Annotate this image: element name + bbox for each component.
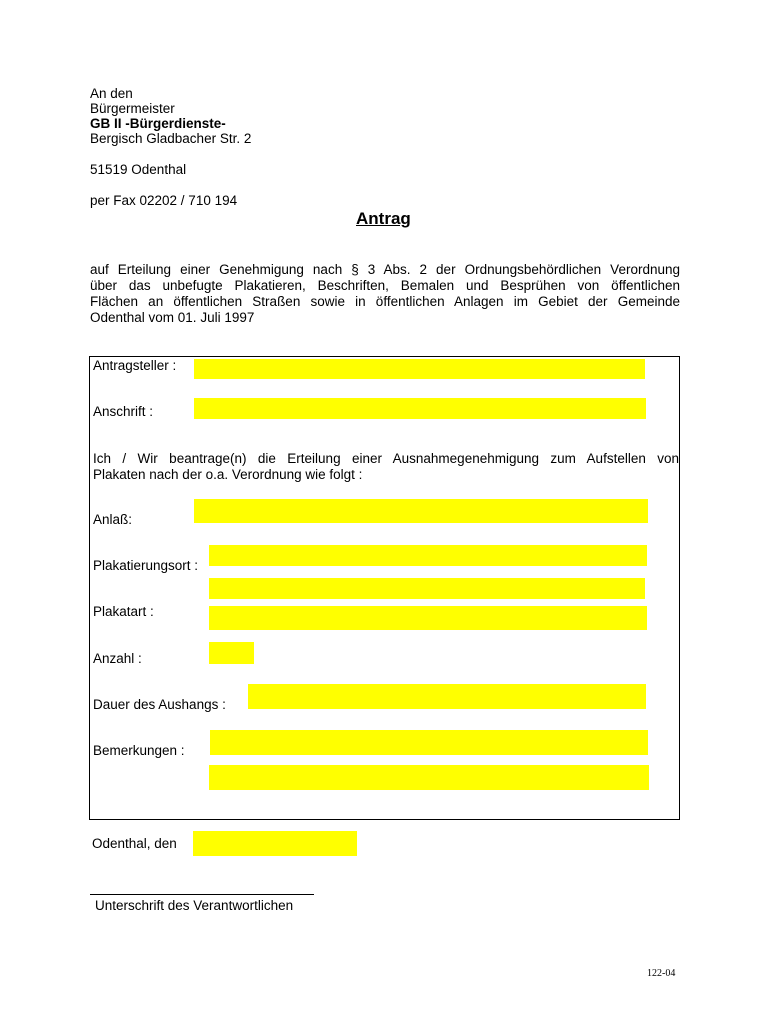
document-title: Antrag (356, 209, 411, 228)
intro-line-3: Flächen an öffentlichen Straßen sowie in öffentlichen Anlagen im Gebiet der Gemeinde (90, 294, 680, 309)
dauer-label: Dauer des Aushangs : (93, 697, 226, 712)
intro-line-1: auf Erteilung einer Genehmigung nach § 3 Abs. 2 der Ordnungsbehördlichen Verordnung (90, 262, 680, 277)
plakatart-label: Plakatart : (93, 604, 154, 619)
anschrift-label: Anschrift : (93, 404, 154, 419)
address-department: GB II -Bürgerdienste- (90, 116, 226, 131)
address-street: Bergisch Gladbacher Str. 2 (90, 131, 252, 146)
intro-line-2: über das unbefugte Plakatieren, Beschriften, Bemalen und Besprühen von öffentlichen (90, 278, 680, 293)
signature-label: Unterschrift des Verantwortlichen (95, 898, 294, 913)
address-line-2: Bürgermeister (90, 101, 175, 116)
anschrift-field[interactable] (194, 398, 646, 419)
place-date-label: Odenthal, den (92, 836, 177, 851)
bemerkungen-field-1[interactable] (210, 730, 648, 755)
signature-line (90, 894, 314, 895)
fax-number: per Fax 02202 / 710 194 (90, 193, 238, 208)
plakatart-field[interactable] (209, 606, 647, 630)
form-code: 122-04 (647, 968, 676, 979)
plakatierungsort-label: Plakatierungsort : (93, 558, 199, 573)
dauer-field[interactable] (248, 684, 646, 709)
antragsteller-field[interactable] (194, 359, 645, 379)
anlass-field[interactable] (194, 499, 648, 523)
bemerkungen-label: Bemerkungen : (93, 743, 185, 758)
anzahl-field[interactable] (209, 642, 254, 664)
date-field[interactable] (193, 831, 357, 856)
plakatierungsort-field-1[interactable] (209, 545, 647, 566)
bemerkungen-field-2[interactable] (209, 765, 649, 790)
intro-line-4: Odenthal vom 01. Juli 1997 (90, 310, 255, 325)
antragsteller-label: Antragsteller : (93, 358, 177, 373)
statement-line-2: Plakaten nach der o.a. Verordnung wie folgt : (93, 467, 363, 482)
anlass-label: Anlaß: (93, 512, 133, 527)
statement-line-1: Ich / Wir beantrage(n) die Erteilung einer Ausnahmegenehmigung zum Aufstellen von (93, 451, 679, 466)
anzahl-label: Anzahl : (93, 651, 142, 666)
address-line-1: An den (90, 86, 133, 101)
address-city: 51519 Odenthal (90, 162, 187, 177)
plakatierungsort-field-2[interactable] (209, 578, 645, 599)
